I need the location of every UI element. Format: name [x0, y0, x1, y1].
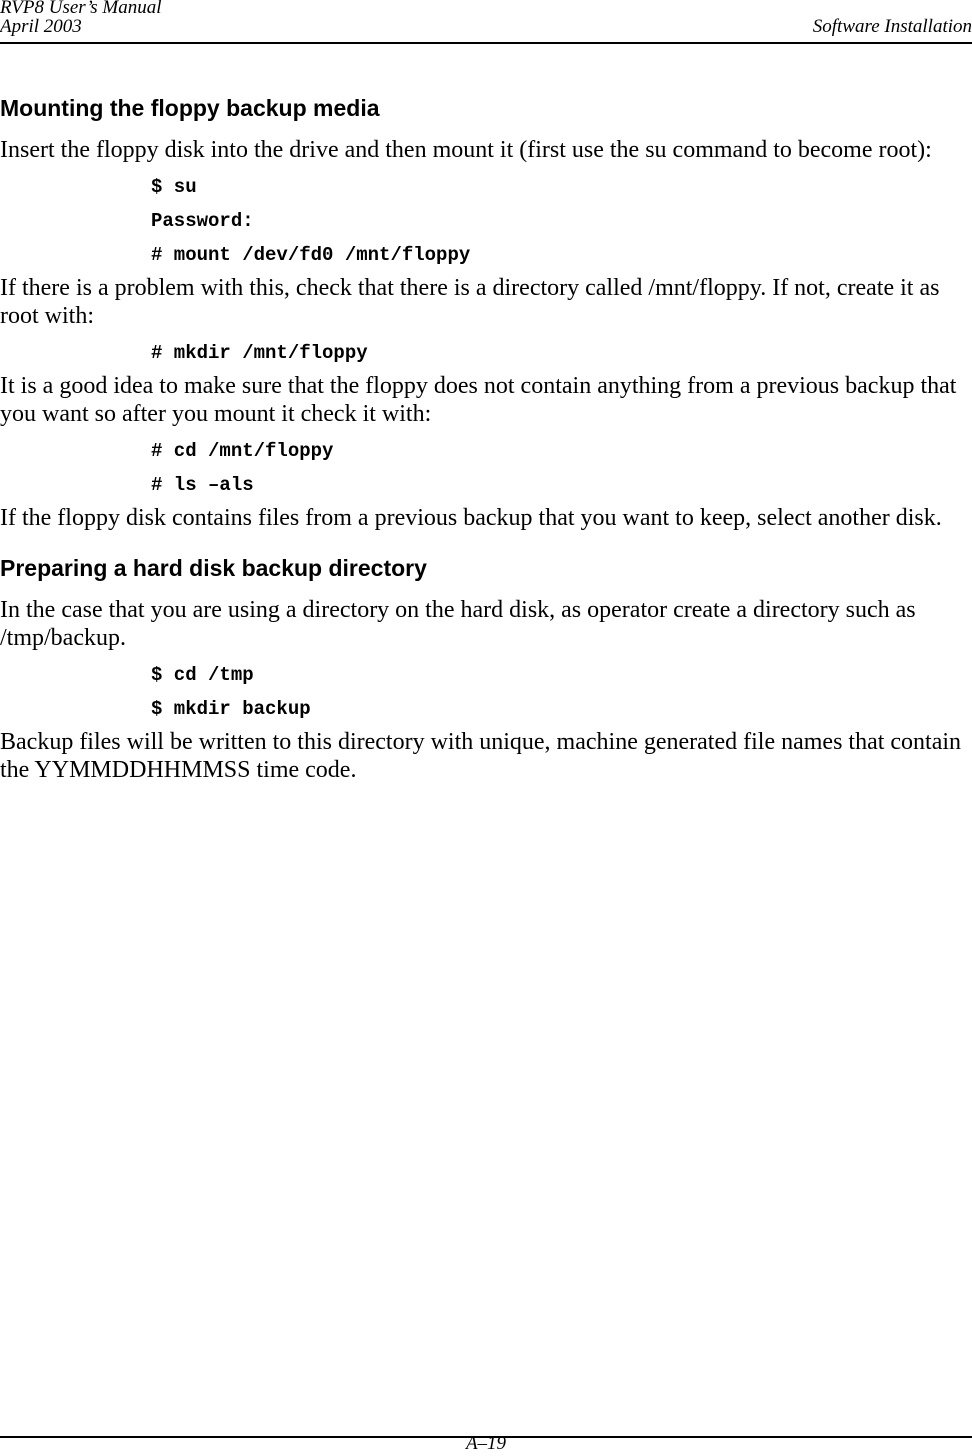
- page-number: A–19: [465, 1433, 507, 1454]
- paragraph: If the floppy disk contains files from a previous backup that you want to keep, select another disk.: [0, 505, 942, 531]
- page-header: [0, 0, 972, 44]
- heading-mounting-floppy: Mounting the floppy backup media: [0, 95, 380, 121]
- paragraph: Insert the floppy disk into the drive and then mount it (first use the su command to become root):: [0, 137, 932, 163]
- paragraph: If there is a problem with this, check that there is a directory called /mnt/floppy. If not, create it as root with:: [0, 275, 940, 329]
- section-title: Software Installation: [812, 16, 972, 37]
- code-block: [0, 658, 968, 726]
- code-block: [0, 434, 968, 502]
- header-left: [0, 0, 162, 36]
- code-line: # mkdir /mnt/floppy: [151, 342, 368, 364]
- manual-title: RVP8 User’s Manual: [0, 0, 162, 18]
- page-footer: [0, 1433, 972, 1454]
- code-block: [0, 336, 968, 370]
- manual-date: April 2003: [0, 16, 82, 37]
- paragraph: In the case that you are using a directory on the hard disk, as operator create a directory such as /tmp/backup.: [0, 597, 916, 651]
- heading-hard-disk-backup: Preparing a hard disk backup directory: [0, 555, 427, 581]
- paragraph: Backup files will be written to this directory with unique, machine generated file names that contain the YYMMDDHHMMSS time code.: [0, 729, 962, 783]
- page-content: [0, 94, 968, 784]
- code-line: # ls –als: [151, 474, 254, 496]
- code-line: $ cd /tmp: [151, 664, 254, 686]
- code-line: $ mkdir backup: [151, 698, 311, 720]
- paragraph: It is a good idea to make sure that the floppy does not contain anything from a previous backup that you want so after you mount it check it with:: [0, 373, 957, 427]
- code-line: Password:: [151, 210, 254, 232]
- code-block: [0, 170, 968, 272]
- code-line: # cd /mnt/floppy: [151, 440, 334, 462]
- code-line: $ su: [151, 176, 197, 198]
- code-line: # mount /dev/fd0 /mnt/floppy: [151, 244, 471, 266]
